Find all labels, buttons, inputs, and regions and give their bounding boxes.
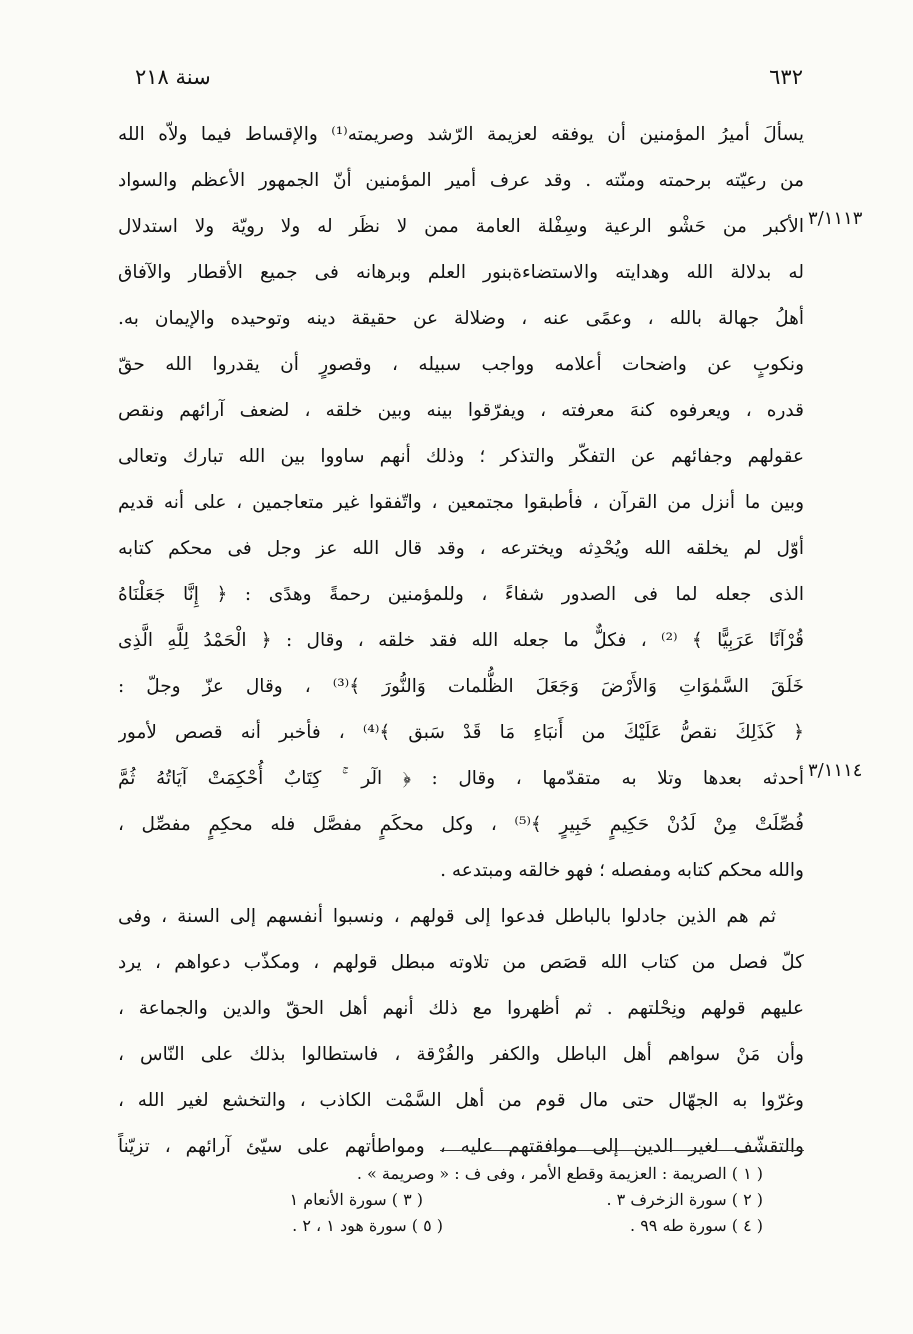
footnote: ( ٥ ) سورة هود ١ ، ٢ . — [292, 1216, 443, 1235]
margin-reference: ٣/١١١٣ — [808, 208, 863, 229]
text-line: وبين ما أنزل من القرآن ، فأطبقوا مجتمعين ، واتّفقوا غير متعاجمين ، على أنه قديم — [118, 492, 804, 513]
text-line: له بدلالة الله وهدايته والاستضاءةبنور العلم وبرهانه فى جميع الأقطار والآفاق — [118, 262, 804, 283]
page-number: ٦٣٢ — [769, 65, 803, 89]
text-line: والتقشّف لغير الدين إلى موافقتهم عليه ، ومواطأتهم على سيّئ آرائهم ، تزيّناً — [118, 1136, 804, 1157]
text-line: كلّ فصل من كتاب الله قصَص من تلاوته مبطل قولهم ، ومكذّب دعواهم ، يرد — [118, 952, 804, 973]
text-line: وأن مَنْ سواهم أهل الباطل والكفر والفُرْقة ، فاستطالوا بذلك على النّاس ، — [118, 1044, 804, 1065]
text-line: من رعيّته برحمته ومنّته . وقد عرف أمير المؤمنين أنّ الجمهور الأعظم والسواد — [118, 170, 804, 191]
text-line: أوّل لم يخلقه الله ويُحْدِثه ويخترعه ، وقد قال الله عز وجل فى محكم كتابه — [118, 538, 804, 559]
text-line: قدره ، ويعرفوه كنهَ معرفته ، ويفرّقوا بينه وبين خلقه ، لضعف آرائهم ونقص — [118, 400, 804, 421]
text-line: الذى جعله لما فى الصدور شفاءً ، وللمؤمنين رحمةً وهدًى : ﴿ إِنَّا جَعَلْنَاهُ — [118, 584, 804, 605]
text-line: أهلُ جهالة بالله ، وعمًى عنه ، وضلالة عن حقيقة دينه وتوحيده والإيمان به. — [118, 308, 804, 329]
margin-reference: ٣/١١١٤ — [808, 760, 863, 781]
footnote-divider — [440, 1150, 804, 1151]
text-line: يسألَ أميرُ المؤمنين أن يوفقه لعزيمة الرّشد وصريمته⁽¹⁾ والإقساط فيما ولاّه الله — [118, 124, 804, 145]
text-line: والله محكم كتابه ومفصله ؛ فهو خالقه ومبتدعه . — [440, 860, 804, 881]
text-line: قُرْآنًا عَرَبِيًّا ﴾ ⁽²⁾ ، فكلٌّ ما جعله الله فقد خلقه ، وقال : ﴿ الْحَمْدُ لِلَّهِ الَّذِى — [118, 630, 804, 651]
text-line: عقولهم وجفائهم عن التفكّر والتذكر ؛ وذلك أنهم ساووا بين الله تبارك وتعالى — [118, 446, 804, 467]
text-line: خَلَقَ السَّمٰوَاتِ وَالأَرْضَ وَجَعَلَ الظُّلمات وَالنُّورَ ﴾⁽³⁾ ، وقال عزّ وجلّ : — [118, 676, 804, 697]
running-header-year: سنة ٢١٨ — [135, 65, 211, 89]
text-line: فُصِّلَتْ مِنْ لَدُنْ حَكِيمٍ خَبِيرٍ ﴾⁽⁵⁾ ، وكل محكَمٍ مفصَّل فله محكِمٍ مفصِّل ، — [118, 814, 804, 835]
text-line: ﴿ كَذَلِكَ نقصُّ عَلَيْكَ من أَنبَاءِ مَا قَدْ سَبق ﴾⁽⁴⁾ ، فأخبر أنه قصص لأمور — [118, 722, 804, 743]
text-line: ونكوبٍ عن واضحات أعلامه وواجب سبيله ، وقصورٍ أن يقدروا الله حقّ — [118, 354, 804, 375]
text-line: ثم هم الذين جادلوا بالباطل فدعوا إلى قولهم ، ونسبوا أنفسهم إلى السنة ، وفى — [118, 906, 776, 927]
footnote: ( ٢ ) سورة الزخرف ٣ . — [606, 1190, 763, 1209]
footnote: ( ١ ) الصريمة : العزيمة وقطع الأمر ، وفى ف : « وصريمة » . — [356, 1164, 763, 1183]
footnote: ( ٤ ) سورة طه ٩٩ . — [630, 1216, 763, 1235]
text-line: الأكبر من حَشْو الرعية وسِفْلة العامة ممن لا نظَر له ولا رويّة ولا استدلال — [118, 216, 804, 237]
text-line: عليهم قولهم ونِحْلتهم . ثم أظهروا مع ذلك أنهم أهل الحقّ والدين والجماعة ، — [118, 998, 804, 1019]
body-text — [118, 112, 804, 1170]
footnote: ( ٣ ) سورة الأنعام ١ — [289, 1190, 423, 1209]
text-line: وغرّوا به الجهّال حتى مال قوم من أهل السَّمْت الكاذب ، والتخشع لغير الله ، — [118, 1090, 804, 1111]
text-line: أحدثه بعدها وتلا به متقدّمها ، وقال : ﴿ الٓر ۚ كِتَابٌ أُحْكِمَتْ آيَاتُهُ ثُمَّ — [118, 768, 804, 789]
